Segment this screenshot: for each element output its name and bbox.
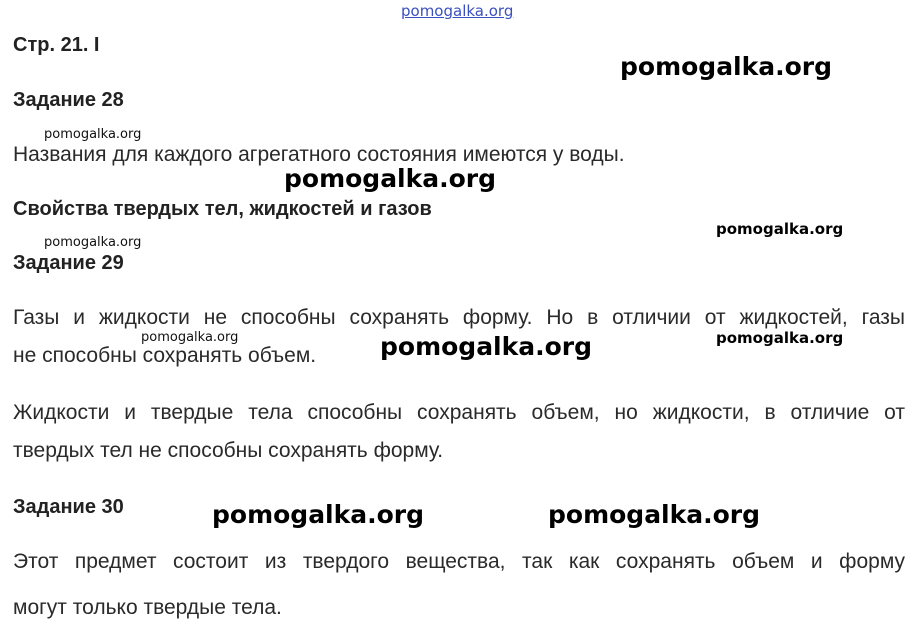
watermark: pomogalka.org [44, 127, 142, 142]
watermark: pomogalka.org [284, 164, 497, 193]
watermark: pomogalka.org [141, 330, 239, 345]
task-29-paragraph-1-line-2: не способны сохранять объем. [13, 344, 317, 367]
task-30-line-1: Этот предмет состоит из твердого вещества, так как сохранять объем и форму [13, 550, 905, 573]
watermark: pomogalka.org [620, 52, 833, 81]
task-30-heading: Задание 30 [13, 496, 124, 518]
watermark: pomogalka.org [44, 235, 142, 250]
section-subtitle: Свойства твердых тел, жидкостей и газов [13, 198, 432, 220]
page-title: Стр. 21. I [13, 34, 100, 56]
watermark: pomogalka.org [212, 500, 425, 529]
task-29-heading: Задание 29 [13, 252, 124, 274]
watermark: pomogalka.org [716, 220, 844, 238]
task-29-paragraph-2-line-2: твердых тел не способны сохранять форму. [13, 439, 444, 462]
task-28-heading: Задание 28 [13, 89, 124, 111]
task-29-paragraph-1-line-1: Газы и жидкости не способны сохранять форму. Но в отличии от жидкостей, газы [13, 306, 905, 329]
task-28-text: Названия для каждого агрегатного состояния имеются у воды. [13, 143, 625, 166]
watermark: pomogalka.org [716, 329, 844, 347]
watermark: pomogalka.org [548, 500, 761, 529]
task-30-line-2: могут только твердые тела. [13, 596, 282, 619]
task-29-paragraph-2-line-1: Жидкости и твердые тела способны сохранять объем, но жидкости, в отличие от [13, 401, 905, 424]
watermark-top-link: pomogalka.org [401, 2, 514, 20]
watermark: pomogalka.org [380, 332, 593, 361]
